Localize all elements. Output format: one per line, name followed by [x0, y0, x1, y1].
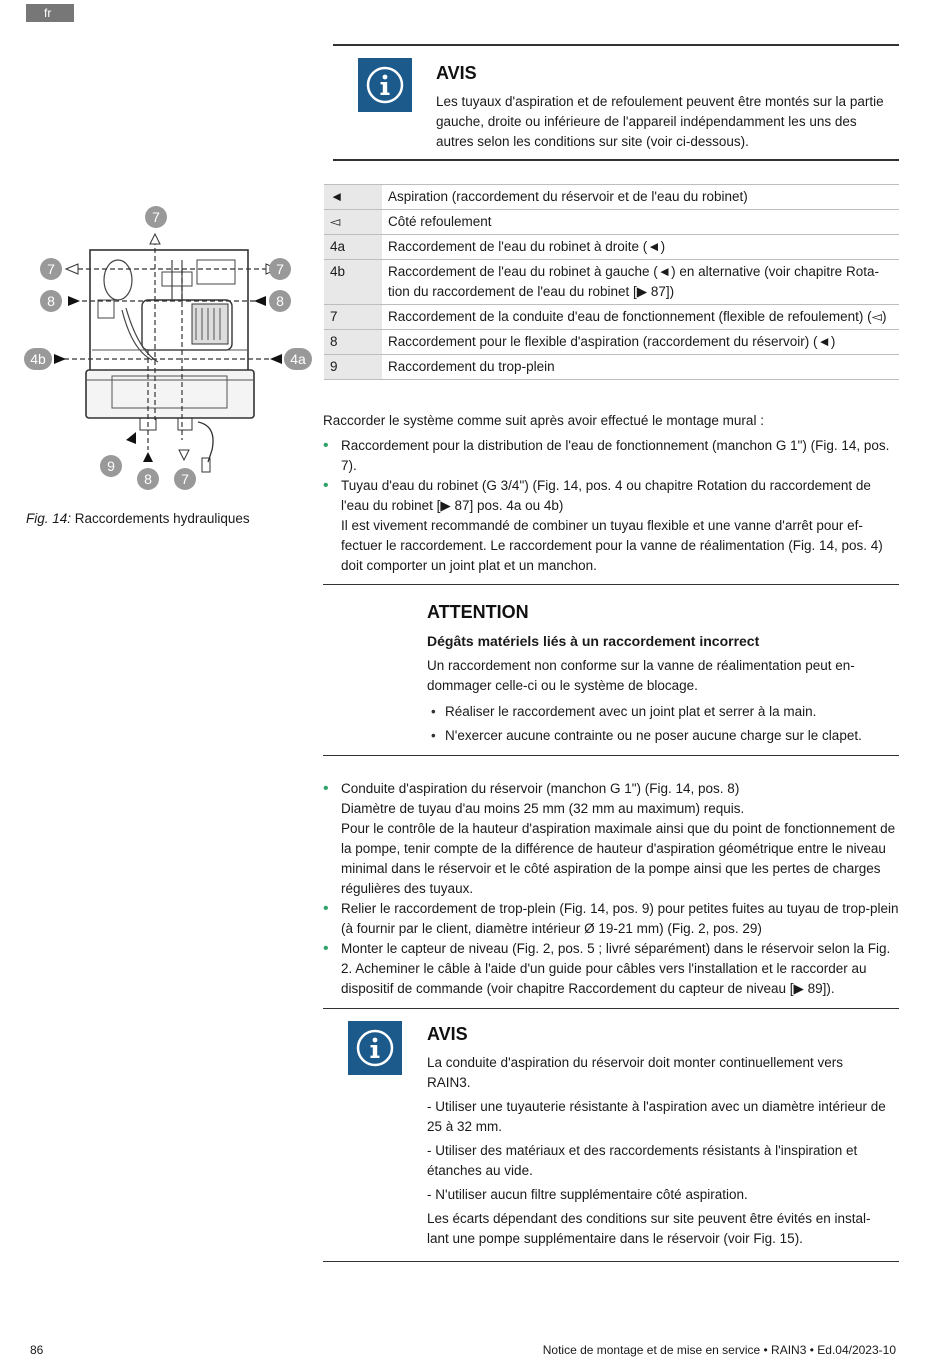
- list-item-line: • Conduite d'aspiration du réservoir (manchon G 1") (Fig. 14, pos. 8): [341, 781, 740, 796]
- legend-symbol: ◄: [324, 185, 382, 210]
- notice-paragraph: - Utiliser des matériaux et des raccordements résistants à l'inspiration et étanches au vide.: [427, 1143, 858, 1178]
- legend-row: [324, 185, 899, 210]
- attention-box: [323, 584, 899, 756]
- attention-item: • Réaliser le raccordement avec un joint plat et serrer à la main.: [427, 702, 887, 722]
- callout-7-right: 7: [269, 258, 291, 280]
- list-item-line: Il est vivement recommandé de combiner un tuyau flexible et une vanne d'arrêt pour ef-fectuer le raccordement. Le raccordement pour la vanne de réalimentation (Fig. 14, pos. 4) doit comporter un joint plat et un manchon.: [341, 518, 883, 573]
- bullet-list-1: [323, 436, 899, 576]
- legend-text: Raccordement pour le flexible d'aspiration (raccordement du réservoir) (◄): [382, 330, 899, 355]
- list-item: [323, 899, 899, 939]
- legend-symbol: 4b: [324, 260, 382, 305]
- legend-text: Raccordement de la conduite d'eau de fonctionnement (flexible de refoulement) (◅): [382, 305, 899, 330]
- bullet-list-2: [323, 779, 899, 999]
- legend-row: [324, 305, 899, 330]
- legend-row: [324, 235, 899, 260]
- legend-text: Raccordement de l'eau du robinet à droite (◄): [382, 235, 899, 260]
- figure-caption-label: Fig. 14:: [26, 511, 72, 526]
- notice-title: AVIS: [436, 63, 477, 83]
- notice-paragraph: - N'utiliser aucun filtre supplémentaire côté aspiration.: [427, 1187, 748, 1202]
- callout-7-bottom: 7: [174, 468, 196, 490]
- callout-7-left: 7: [40, 258, 62, 280]
- figure-caption: [26, 509, 316, 529]
- legend-symbol: ◅: [324, 210, 382, 235]
- callout-8-bottom: 8: [137, 468, 159, 490]
- callout-9: 9: [100, 455, 122, 477]
- legend-symbol: 8: [324, 330, 382, 355]
- attention-item: • N'exercer aucune contrainte ou ne poser aucune charge sur le clapet.: [427, 726, 887, 746]
- attention-subtitle: Dégâts matériels liés à un raccordement incorrect: [427, 633, 760, 649]
- legend-text: Raccordement de l'eau du robinet à gauche (◄) en alternative (voir chapitre Rota-tion du raccordement de l'eau du robinet [▶ 87]): [382, 260, 899, 305]
- legend-symbol: 4a: [324, 235, 382, 260]
- legend-row: [324, 355, 899, 380]
- callout-7-top: 7: [145, 206, 167, 228]
- list-item: [323, 436, 899, 476]
- list-item-line: Pour le contrôle de la hauteur d'aspiration maximale ainsi que du point de fonctionnement de la pompe, tenir compte de la différence de hauteur d'aspiration géométrique entre le niveau minimal dans le réservoir et le côté aspiration de la pompe ainsi que les pertes de charges régulières des tuyaux.: [341, 821, 896, 896]
- notice-avis-bottom: [323, 1008, 899, 1262]
- list-item-line: Diamètre de tuyau d'au moins 25 mm (32 mm au maximum) requis.: [341, 801, 745, 816]
- legend-symbol: 9: [324, 355, 382, 380]
- main-text-block-2: [323, 779, 899, 999]
- notice-avis-top: [333, 44, 899, 161]
- legend-symbol: 7: [324, 305, 382, 330]
- main-text-block-1: [323, 411, 899, 576]
- legend-row: [324, 210, 899, 235]
- notice-text: Les tuyaux d'aspiration et de refoulement peuvent être montés sur la partie gauche, droite ou inférieure de l'appareil indépendamment les uns des autres selon les conditions sur site (voir ci-dessous).: [436, 94, 884, 149]
- notice-paragraph: Les écarts dépendant des conditions sur site peuvent être évités en instal-lant une pompe supplémentaire dans le réservoir (voir Fig. 15).: [427, 1211, 871, 1246]
- callout-4b: 4b: [24, 348, 52, 370]
- legend-table: [324, 184, 899, 380]
- callout-8-left: 8: [40, 290, 62, 312]
- figure-caption-text: Raccordements hydrauliques: [74, 511, 250, 526]
- list-item: [323, 939, 899, 999]
- list-item-line: • Raccordement pour la distribution de l'eau de fonctionnement (manchon G 1") (Fig. 14, pos. 7).: [341, 438, 890, 473]
- attention-title: ATTENTION: [427, 602, 529, 622]
- hydraulic-diagram: [22, 200, 322, 500]
- info-icon: [358, 58, 412, 112]
- list-item-line: • Relier le raccordement de trop-plein (Fig. 14, pos. 9) pour petites fuites au tuyau de trop-plein (à fournir par le client, diamètre intérieur Ø 19-21 mm) (Fig. 2, pos. 29): [341, 901, 899, 936]
- callout-4a: 4a: [284, 348, 312, 370]
- legend-text: Raccordement du trop-plein: [382, 355, 899, 380]
- list-item: [323, 779, 899, 899]
- legend-row: [324, 260, 899, 305]
- notice-paragraph: La conduite d'aspiration du réservoir doit monter continuellement vers RAIN3.: [427, 1055, 844, 1090]
- page-number: 86: [30, 1343, 44, 1357]
- notice-paragraph: - Utiliser une tuyauterie résistante à l'aspiration avec un diamètre intérieur de 25 à 32 mm.: [427, 1099, 886, 1134]
- attention-text: Un raccordement non conforme sur la vanne de réalimentation peut en-dommager celle-ci ou le système de blocage.: [427, 658, 855, 693]
- language-tab: fr: [26, 4, 74, 22]
- info-icon: [348, 1021, 402, 1075]
- list-item-line: • Monter le capteur de niveau (Fig. 2, pos. 5 ; livré séparément) dans le réservoir selon la Fig. 2. Acheminer le câble à l'aide d'un guide pour câbles vers l'installation et le raccorder au dispositif de commande (voir chapitre Raccordement du capteur de niveau [▶ 89]).: [341, 941, 891, 996]
- callout-8-right: 8: [269, 290, 291, 312]
- legend-text: Aspiration (raccordement du réservoir et de l'eau du robinet): [382, 185, 899, 210]
- notice-title: AVIS: [427, 1024, 468, 1044]
- document-footer: Notice de montage et de mise en service • RAIN3 • Ed.04/2023-10: [542, 1343, 896, 1357]
- notice-paragraphs: [427, 1053, 889, 1253]
- figure-hydraulic-connections: [22, 200, 322, 500]
- list-item: [323, 476, 899, 576]
- attention-list: [427, 698, 887, 746]
- list-item-line: • Tuyau d'eau du robinet (G 3/4") (Fig. 14, pos. 4 ou chapitre Rotation du raccordement de l'eau du robinet [▶ 87] pos. 4a ou 4b): [341, 478, 871, 513]
- legend-row: [324, 330, 899, 355]
- legend-text: Côté refoulement: [382, 210, 899, 235]
- intro-text: Raccorder le système comme suit après avoir effectué le montage mural :: [323, 413, 764, 428]
